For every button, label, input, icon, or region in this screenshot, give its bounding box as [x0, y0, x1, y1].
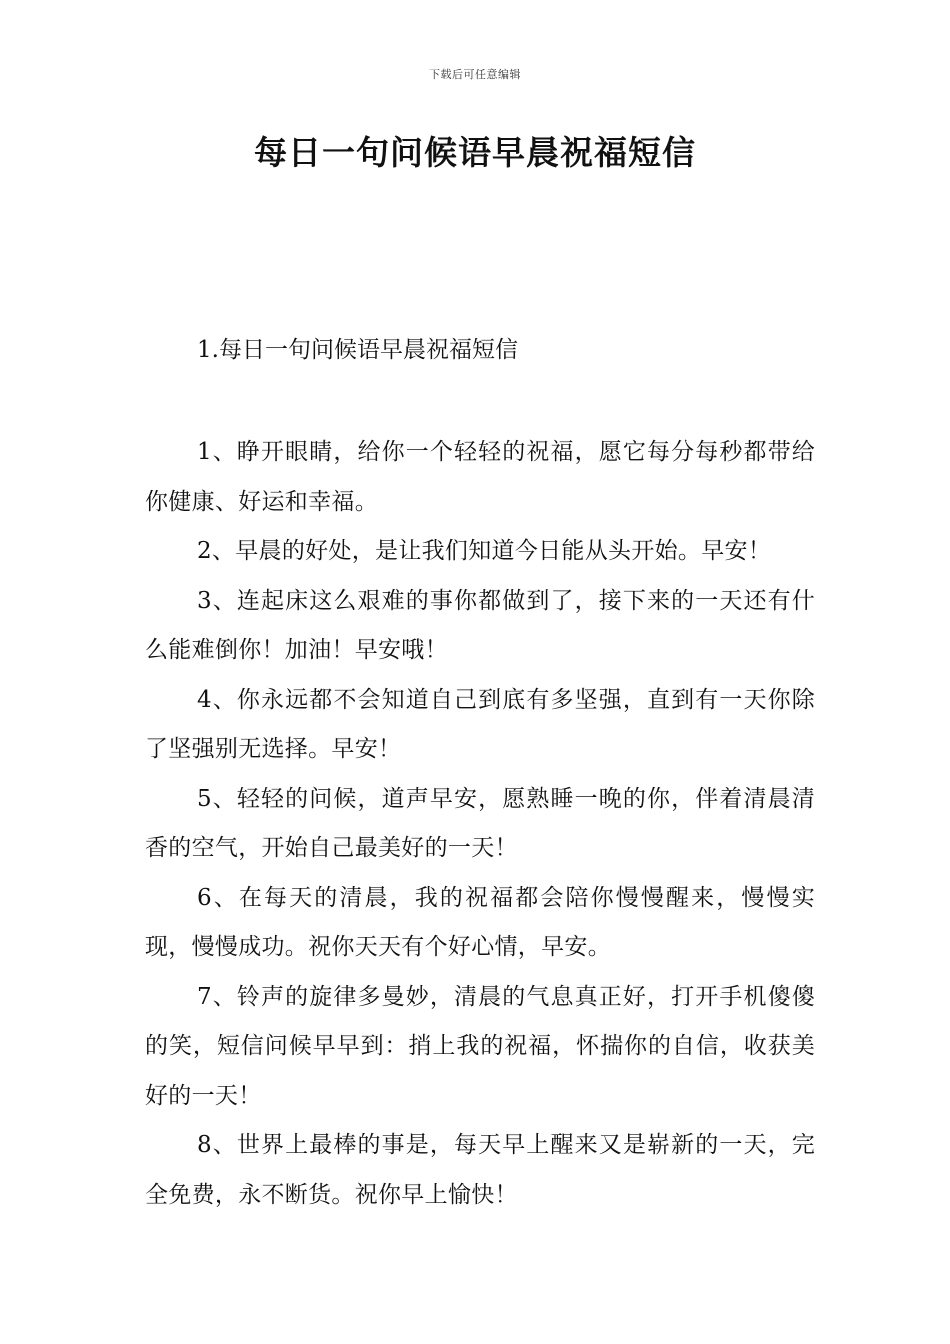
- message-paragraph: 1、睁开眼睛，给你一个轻轻的祝福，愿它每分每秒都带给你健康、好运和幸福。: [145, 439, 815, 515]
- message-paragraph: 3、连起床这么艰难的事你都做到了，接下来的一天还有什么能难倒你！加油！早安哦！: [145, 587, 815, 663]
- message-paragraph: 4、你永远都不会知道自己到底有多坚强，直到有一天你除了坚强别无选择。早安！: [145, 686, 815, 762]
- message-paragraph: 8、世界上最棒的事是，每天早上醒来又是崭新的一天，完全免费，永不断货。祝你早上愉快！: [145, 1132, 815, 1208]
- header-note: 下载后可任意编辑: [429, 68, 521, 81]
- message-paragraph: 7、铃声的旋律多曼妙，清晨的气息真正好，打开手机傻傻的笑，短信问候早早到：捎上我的祝福，怀揣你的自信，收获美好的一天！: [145, 983, 815, 1109]
- page-title: 每日一句问候语早晨祝福短信: [254, 133, 696, 172]
- message-paragraph: 6、在每天的清晨，我的祝福都会陪你慢慢醒来，慢慢实现，慢慢成功。祝你天天有个好心情，早安。: [145, 884, 815, 960]
- section-heading: 1.每日一句问候语早晨祝福短信: [197, 337, 518, 363]
- message-paragraph: 5、轻轻的问候，道声早安，愿熟睡一晚的你，伴着清晨清香的空气，开始自己最美好的一天！: [145, 785, 815, 861]
- message-paragraph: 2、早晨的好处，是让我们知道今日能从头开始。早安！: [197, 538, 772, 564]
- message-list: [145, 428, 815, 1220]
